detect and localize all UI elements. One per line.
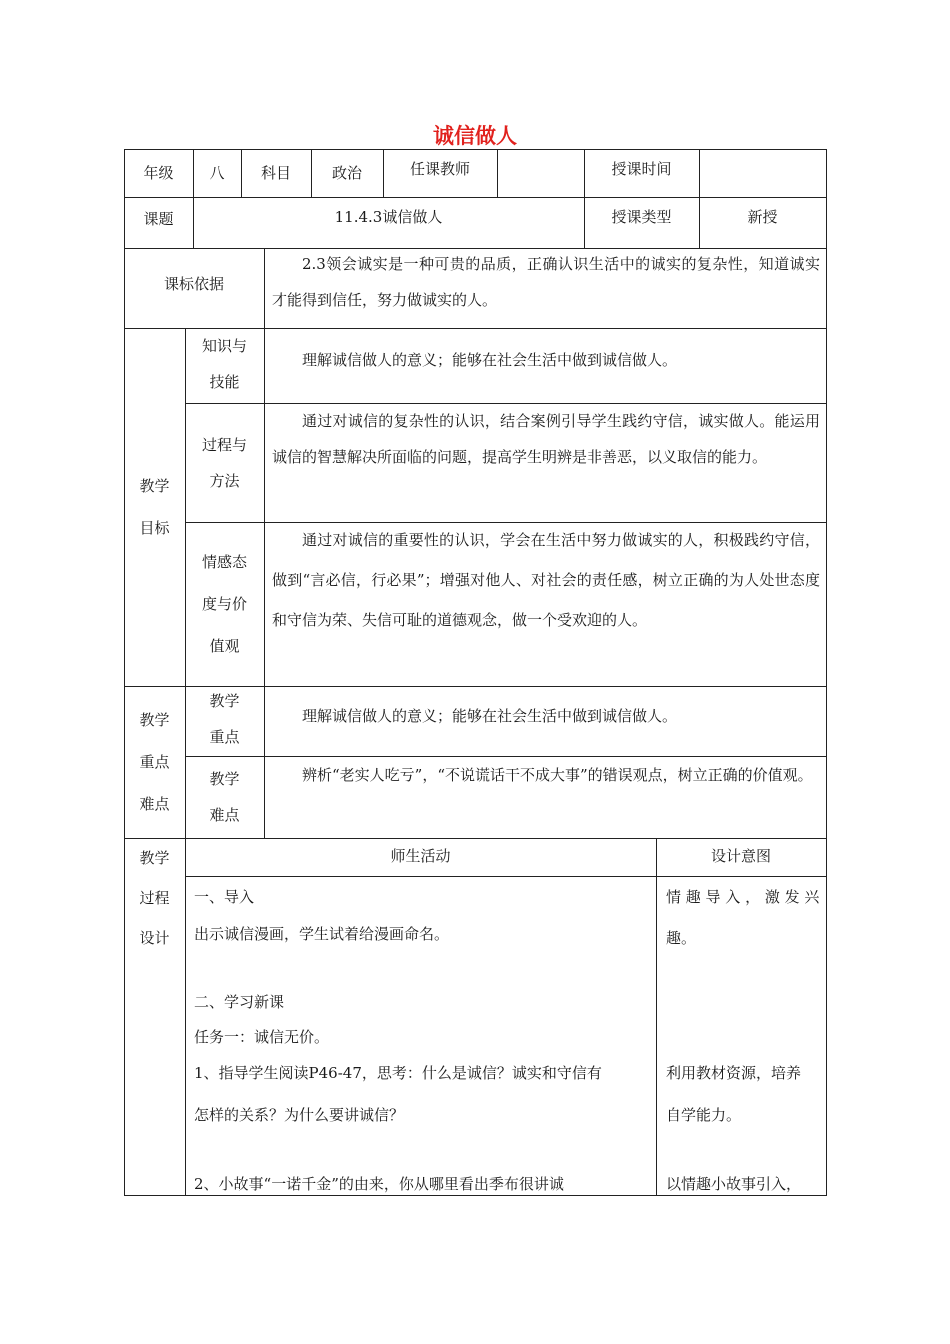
activity-line: 1、指导学生阅读P46-47，思考：什么是诚信？诚实和守信有: [194, 1064, 602, 1082]
objective-process-label: 过程与 方法: [201, 435, 247, 490]
process-label: 教学 过程 设计: [139, 849, 170, 947]
activity-line: 二、学习新课: [194, 993, 285, 1011]
objectives-label: 教学 目标: [139, 477, 170, 537]
document-title: 诚信做人: [433, 124, 517, 148]
activity-line: 出示诚信漫画，学生试着给漫画命名。: [194, 925, 450, 943]
activity-line: 2、小故事“一诺千金”的由来，你从哪里看出季布很讲诚: [194, 1175, 564, 1193]
type-label: 授课类型: [611, 208, 672, 226]
grade-label: 年级: [143, 164, 174, 182]
topic-label: 课题: [143, 210, 174, 228]
objective-attitude-text: 通过对诚信的重要性的认识，学会在生活中努力做诚实的人，积极践约守信，做到“言必信，行必果”；增强对他人、对社会的责任感，树立正确的为人处世态度和守信为荣、失信可耻的道德观念，做一个受欢迎的人。: [272, 531, 820, 629]
activity-line: 怎样的关系？为什么要讲诚信？: [194, 1106, 405, 1124]
objective-attitude-label: 情感态 度与价 值观: [201, 553, 247, 655]
keypoints-label: 教学 重点 难点: [139, 711, 170, 813]
intent-line: 趣。: [666, 929, 697, 947]
intent-line: 情 趣 导 入 ， 激 发 兴: [666, 888, 820, 906]
teacher-value: [497, 149, 584, 197]
objective-process-text: 通过对诚信的复杂性的认识，结合案例引导学生践约守信，诚实做人。能运用诚信的智慧解决所面临的问题，提高学生明辨是非善恶，以义取信的能力。: [272, 412, 820, 466]
objective-knowledge-label: 知识与 技能: [201, 336, 247, 391]
key-focus-label: 教学 重点: [209, 692, 240, 746]
grade-value: 八: [209, 164, 225, 182]
key-difficulty-text: 辨析“老实人吃亏”，“不说谎话干不成大事”的错误观点，树立正确的价值观。: [302, 766, 813, 784]
subject-label: 科目: [260, 164, 291, 182]
basis-label: 课标依据: [163, 275, 224, 293]
intent-column-header: 设计意图: [710, 847, 771, 865]
time-label: 授课时间: [611, 160, 672, 178]
key-difficulty-label: 教学 难点: [209, 770, 240, 824]
topic-value: 11.4.3诚信做人: [334, 208, 443, 226]
intent-line: 以情趣小故事引入，: [666, 1175, 802, 1193]
type-value: 新授: [747, 208, 778, 226]
intent-line: 利用教材资源，培养: [666, 1064, 802, 1082]
key-focus-text: 理解诚信做人的意义；能够在社会生活中做到诚信做人。: [302, 707, 678, 725]
intent-line: 自学能力。: [666, 1106, 742, 1124]
objective-knowledge-text: 理解诚信做人的意义；能够在社会生活中做到诚信做人。: [302, 351, 678, 369]
subject-value: 政治: [331, 164, 362, 182]
activity-line: 一、导入: [194, 888, 255, 906]
activity-line: 任务一：诚信无价。: [194, 1028, 330, 1046]
time-value: [699, 149, 826, 197]
teacher-label: 任课教师: [409, 160, 470, 178]
basis-text: 2.3领会诚实是一种可贵的品质，正确认识生活中的诚实的复杂性，知道诚实才能得到信任，努力做诚实的人。: [272, 255, 820, 309]
activity-column-header: 师生活动: [390, 847, 451, 865]
